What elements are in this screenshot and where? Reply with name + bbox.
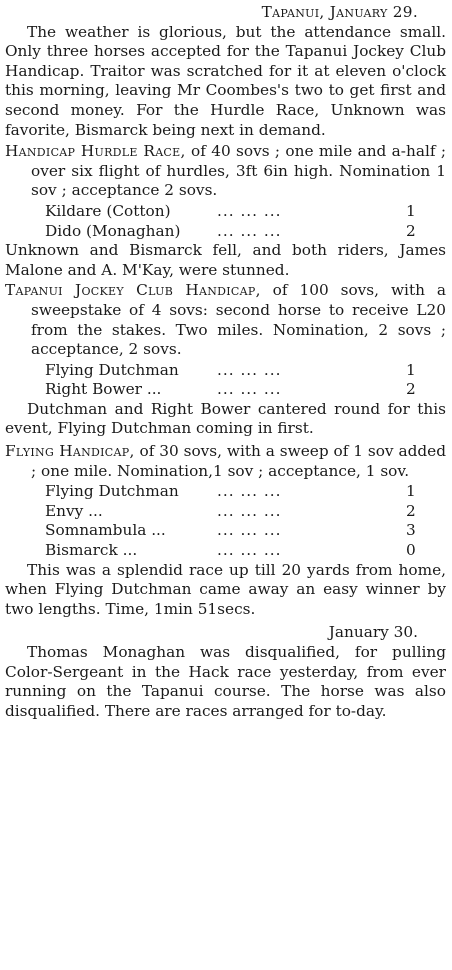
race-hurdle: [5, 142, 446, 280]
horse-name: Bismarck ...: [45, 541, 138, 560]
leader-dots: ... ... ...: [217, 360, 282, 379]
result-row: [5, 502, 446, 522]
leader-dots: ... ... ...: [217, 221, 282, 240]
race-note: This was a splendid race up till 20 yards from home, when Flying Dutchman came away an easy winner by two lengths. Time, 1min 51secs.: [5, 560, 446, 618]
result-row: [5, 521, 446, 541]
placing: 3: [406, 521, 416, 540]
horse-name: Kildare (Cotton): [45, 201, 171, 220]
leader-dots: ... ... ...: [217, 201, 282, 220]
race-heading: [5, 281, 446, 359]
placing: 1: [406, 360, 416, 379]
result-row: [5, 380, 446, 400]
horse-name: Flying Dutchman: [45, 482, 179, 501]
dateline-jan-30: January 30.: [328, 623, 418, 642]
race-note: Dutchman and Right Bower cantered round for this event, Flying Dutchman coming in first.: [5, 399, 446, 438]
placing: 2: [406, 501, 416, 520]
race-jockey-club: [5, 281, 446, 439]
dateline-jan-29: Tapanui, January 29.: [261, 3, 418, 21]
placing: 1: [406, 201, 416, 220]
horse-name: Right Bower ...: [45, 380, 162, 399]
race-title: Handicap Hurdle Race,: [5, 142, 186, 161]
result-row: [5, 482, 446, 502]
horse-name: Flying Dutchman: [45, 360, 179, 379]
race-title: Flying Handicap,: [5, 442, 135, 461]
results-list: [5, 361, 446, 400]
result-row: [5, 541, 446, 561]
race-heading: [5, 442, 446, 481]
result-row: [5, 222, 446, 242]
result-row: [5, 361, 446, 381]
horse-name: Somnambula ...: [45, 521, 166, 540]
leader-dots: ... ... ...: [217, 521, 282, 540]
race-conditions: of 40 sovs ; one mile and a-half ; over six flight of hurdles, 3ft 6in high. Nomination 1 sov ; acceptance 2 sovs.: [31, 142, 446, 200]
closing-paragraph: Thomas Monaghan was disqualified, for pulling Color-Sergeant in the Hack race yesterday, from ever running on the Tapanui course. The horse was also disqualified. There are races arranged for to-day.: [5, 643, 446, 720]
horse-name: Envy ...: [45, 501, 103, 520]
result-row: [5, 202, 446, 222]
results-list: [5, 202, 446, 241]
race-flying: [5, 442, 446, 619]
race-conditions: of 100 sovs, with a sweepstake of 4 sovs: second horse to receive L20 from the stakes. Two miles. Nomination, 2 sovs ; acceptance, 2 sovs.: [31, 281, 446, 359]
intro-paragraph: The weather is glorious, but the attendance small. Only three horses accepted for the Tapanui Jockey Club Handicap. Traitor was scratched for it at eleven o'clock this morning, leaving Mr Coombes's two to get first and second money. For the Hurdle Race, Unknown was favorite, Bismarck being next in demand.: [5, 22, 446, 139]
placing: 2: [406, 380, 416, 399]
race-heading: [5, 142, 446, 201]
leader-dots: ... ... ...: [217, 482, 282, 501]
leader-dots: ... ... ...: [217, 501, 282, 520]
placing: 1: [406, 482, 416, 501]
placing: 2: [406, 221, 416, 240]
race-conditions: of 30 sovs, with a sweep of 1 sov added ; one mile. Nomination,1 sov ; acceptance, 1 sov.: [31, 442, 446, 480]
leader-dots: ... ... ...: [217, 541, 282, 560]
horse-name: Dido (Monaghan): [45, 221, 181, 240]
race-note: Unknown and Bismarck fell, and both riders, James Malone and A. M'Kay, were stunned.: [5, 241, 446, 279]
results-list: [5, 482, 446, 560]
leader-dots: ... ... ...: [217, 380, 282, 399]
race-title: Tapanui Jockey Club Handicap,: [5, 281, 261, 300]
placing: 0: [406, 541, 416, 560]
